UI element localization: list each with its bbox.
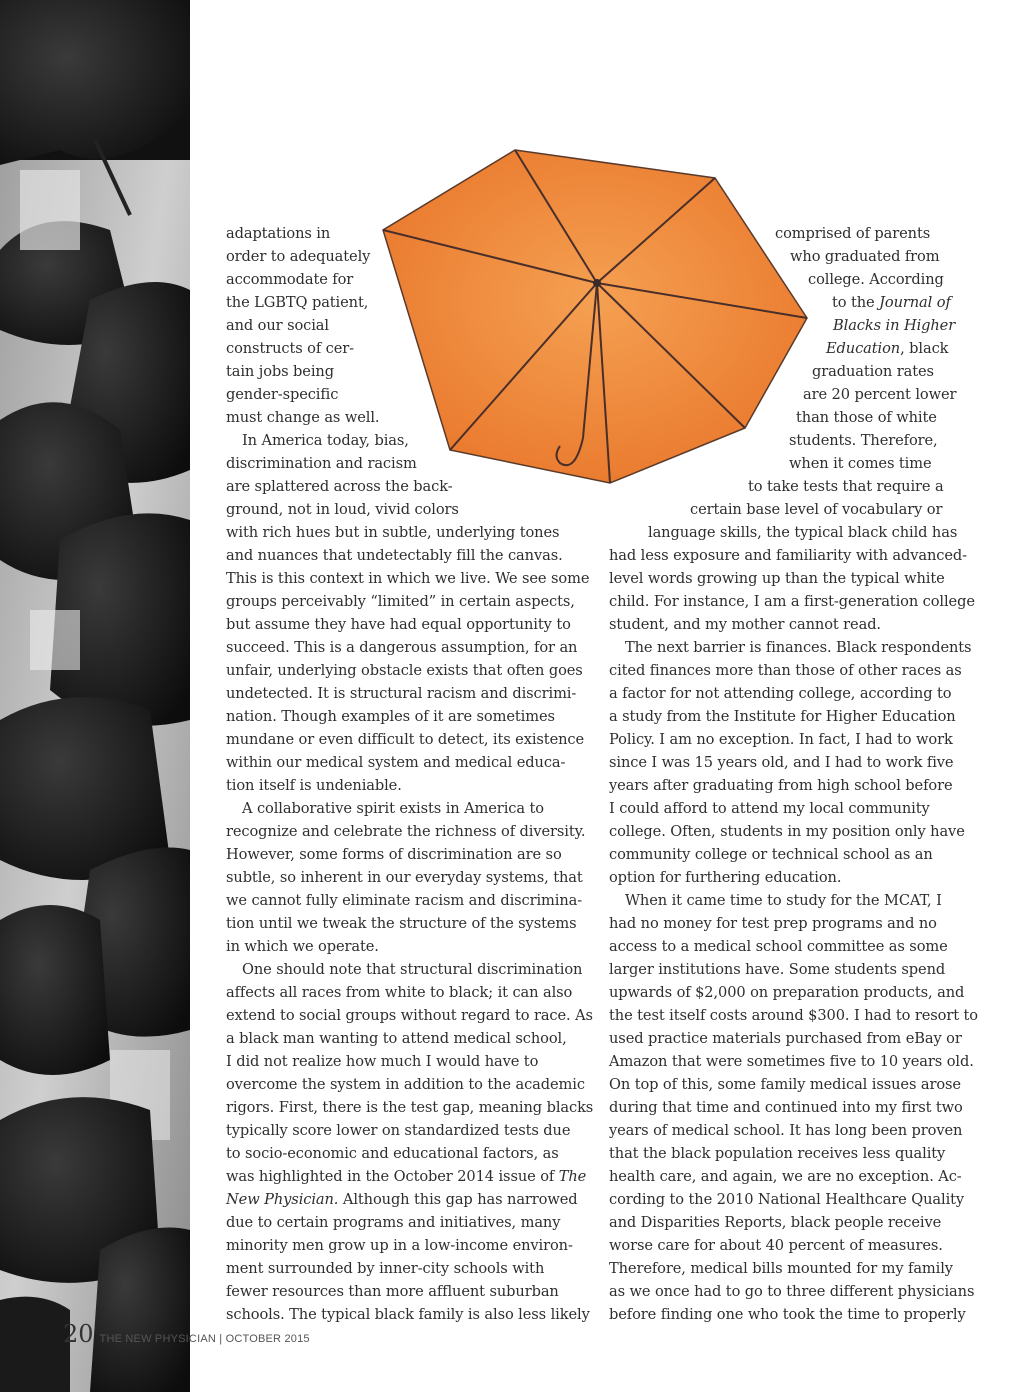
right-text-line: years after graduating from high school before	[609, 777, 953, 794]
left-text-line: schools. The typical black family is also less likely	[226, 1306, 590, 1323]
right-text-line: community college or technical school as an	[609, 846, 933, 863]
right-text-line: college. According	[808, 271, 944, 288]
left-text-line: must change as well.	[226, 409, 380, 426]
left-text-line: and our social	[226, 317, 329, 334]
left-text-line: gender-specific	[226, 386, 339, 403]
left-text-line: rigors. First, there is the test gap, meaning blacks	[226, 1099, 594, 1116]
right-text-line: Amazon that were sometimes five to 10 years old.	[609, 1053, 974, 1070]
black-umbrellas-photo	[0, 0, 190, 1392]
right-text-line: the test itself costs around $300. I had to resort to	[609, 1007, 978, 1024]
left-text-line: are splattered across the back-	[226, 478, 453, 495]
right-text-line: a factor for not attending college, according to	[609, 685, 952, 702]
left-text-line: tain jobs being	[226, 363, 334, 380]
left-text-line: One should note that structural discrimination	[242, 961, 583, 978]
left-text-line: undetected. It is structural racism and discrimi-	[226, 685, 577, 702]
right-text-line: comprised of parents	[775, 225, 931, 242]
left-text-line: groups perceivably “limited” in certain aspects,	[226, 593, 575, 610]
left-text-line: due to certain programs and initiatives, many	[226, 1214, 561, 1231]
right-text-line: I could afford to attend my local community	[609, 800, 930, 817]
right-text-line: health care, and again, we are no exception. Ac-	[609, 1168, 962, 1185]
right-text-line: since I was 15 years old, and I had to work five	[609, 754, 954, 771]
right-text-line: level words growing up than the typical white	[609, 570, 945, 587]
left-text-line: minority men grow up in a low-income environ-	[226, 1237, 573, 1254]
left-text-line: fewer resources than more affluent suburban	[226, 1283, 559, 1300]
footer-publication: THE NEW PHYSICIAN | OCTOBER 2015	[99, 1333, 310, 1345]
right-text-line: a study from the Institute for Higher Education	[609, 708, 956, 725]
left-text-line: This is this context in which we live. We see some	[226, 570, 590, 587]
left-text-line: ground, not in loud, vivid colors	[226, 501, 459, 518]
right-text-line: had less exposure and familiarity with advanced-	[609, 547, 967, 564]
left-text-line: I did not realize how much I would have to	[226, 1053, 539, 1070]
right-text-line: to the Journal of	[832, 294, 951, 311]
right-text-line: certain base level of vocabulary or	[690, 501, 943, 518]
left-text-line: typically score lower on standardized tests due	[226, 1122, 571, 1139]
left-text-line: the LGBTQ patient,	[226, 294, 369, 311]
left-text-line: constructs of cer-	[226, 340, 354, 357]
left-text-line: discrimination and racism	[226, 455, 417, 472]
orange-umbrella-icon	[375, 128, 820, 498]
left-text-line: subtle, so inherent in our everyday systems, that	[226, 869, 583, 886]
right-text-line: larger institutions have. Some students spend	[609, 961, 946, 978]
right-text-line: upwards of $2,000 on preparation products, and	[609, 984, 965, 1001]
right-text-line: option for furthering education.	[609, 869, 842, 886]
left-text-line: adaptations in	[226, 225, 331, 242]
right-text-line: that the black population receives less quality	[609, 1145, 946, 1162]
right-text-line: worse care for about 40 percent of measures.	[609, 1237, 943, 1254]
right-text-line: and Disparities Reports, black people receive	[609, 1214, 942, 1231]
right-text-line: The next barrier is finances. Black respondents	[625, 639, 972, 656]
left-text-line: In America today, bias,	[242, 432, 409, 449]
right-text-line: Policy. I am no exception. In fact, I had to work	[609, 731, 953, 748]
right-text-line: Therefore, medical bills mounted for my family	[609, 1260, 953, 1277]
left-text-line: succeed. This is a dangerous assumption, for an	[226, 639, 578, 656]
page-number: 20	[63, 1320, 94, 1348]
right-text-line: years of medical school. It has long been proven	[609, 1122, 963, 1139]
left-text-line: A collaborative spirit exists in America to	[242, 800, 544, 817]
right-text-line: graduation rates	[812, 363, 934, 380]
right-text-line: are 20 percent lower	[803, 386, 957, 403]
left-text-line: overcome the system in addition to the academic	[226, 1076, 585, 1093]
left-text-line: within our medical system and medical educa-	[226, 754, 566, 771]
right-text-line: as we once had to go to three different physicians	[609, 1283, 975, 1300]
left-text-line: in which we operate.	[226, 938, 379, 955]
right-text-line: Blacks in Higher	[833, 317, 956, 334]
right-text-line: to take tests that require a	[748, 478, 944, 495]
right-text-line: students. Therefore,	[789, 432, 938, 449]
left-text-line: ment surrounded by inner-city schools with	[226, 1260, 545, 1277]
page-footer	[63, 1320, 310, 1350]
left-text-line: mundane or even difficult to detect, its existence	[226, 731, 585, 748]
right-text-line: On top of this, some family medical issues arose	[609, 1076, 961, 1093]
right-text-line: Education, black	[826, 340, 949, 357]
left-text-line: a black man wanting to attend medical school,	[226, 1030, 567, 1047]
left-text-line: with rich hues but in subtle, underlying tones	[226, 524, 560, 541]
left-text-line: extend to social groups without regard to race. As	[226, 1007, 593, 1024]
left-text-line: we cannot fully eliminate racism and discrimina-	[226, 892, 583, 909]
right-text-line: had no money for test prep programs and no	[609, 915, 937, 932]
left-text-line: However, some forms of discrimination are so	[226, 846, 562, 863]
right-text-line: who graduated from	[790, 248, 940, 265]
right-text-line: cording to the 2010 National Healthcare Quality	[609, 1191, 965, 1208]
left-text-line: and nuances that undetectably fill the canvas.	[226, 547, 563, 564]
left-text-line: but assume they have had equal opportunity to	[226, 616, 571, 633]
left-text-line: affects all races from white to black; it can also	[226, 984, 573, 1001]
left-text-line: tion itself is undeniable.	[226, 777, 402, 794]
left-text-line: New Physician. Although this gap has narrowed	[226, 1191, 578, 1208]
right-text-line: access to a medical school committee as some	[609, 938, 948, 955]
left-text-line: accommodate for	[226, 271, 354, 288]
left-text-line: was highlighted in the October 2014 issue of The	[226, 1168, 587, 1185]
left-text-line: tion until we tweak the structure of the systems	[226, 915, 577, 932]
left-text-line: unfair, underlying obstacle exists that often goes	[226, 662, 583, 679]
left-text-line: nation. Though examples of it are sometimes	[226, 708, 555, 725]
issue-date: OCTOBER 2015	[225, 1333, 310, 1345]
right-text-line: during that time and continued into my first two	[609, 1099, 963, 1116]
right-text-line: college. Often, students in my position only have	[609, 823, 965, 840]
right-text-line: cited finances more than those of other races as	[609, 662, 962, 679]
left-text-line: to socio-economic and educational factors, as	[226, 1145, 559, 1162]
left-text-line: recognize and celebrate the richness of diversity.	[226, 823, 586, 840]
left-text-line: order to adequately	[226, 248, 371, 265]
right-text-line: than those of white	[796, 409, 937, 426]
right-text-line: before finding one who took the time to properly	[609, 1306, 966, 1323]
right-text-line: language skills, the typical black child has	[648, 524, 958, 541]
right-text-line: student, and my mother cannot read.	[609, 616, 881, 633]
publication-name: THE NEW PHYSICIAN	[99, 1333, 217, 1345]
right-text-line: used practice materials purchased from eBay or	[609, 1030, 962, 1047]
right-text-line: child. For instance, I am a first-generation college	[609, 593, 975, 610]
right-text-line: When it came time to study for the MCAT, I	[625, 892, 942, 909]
right-text-line: when it comes time	[789, 455, 932, 472]
